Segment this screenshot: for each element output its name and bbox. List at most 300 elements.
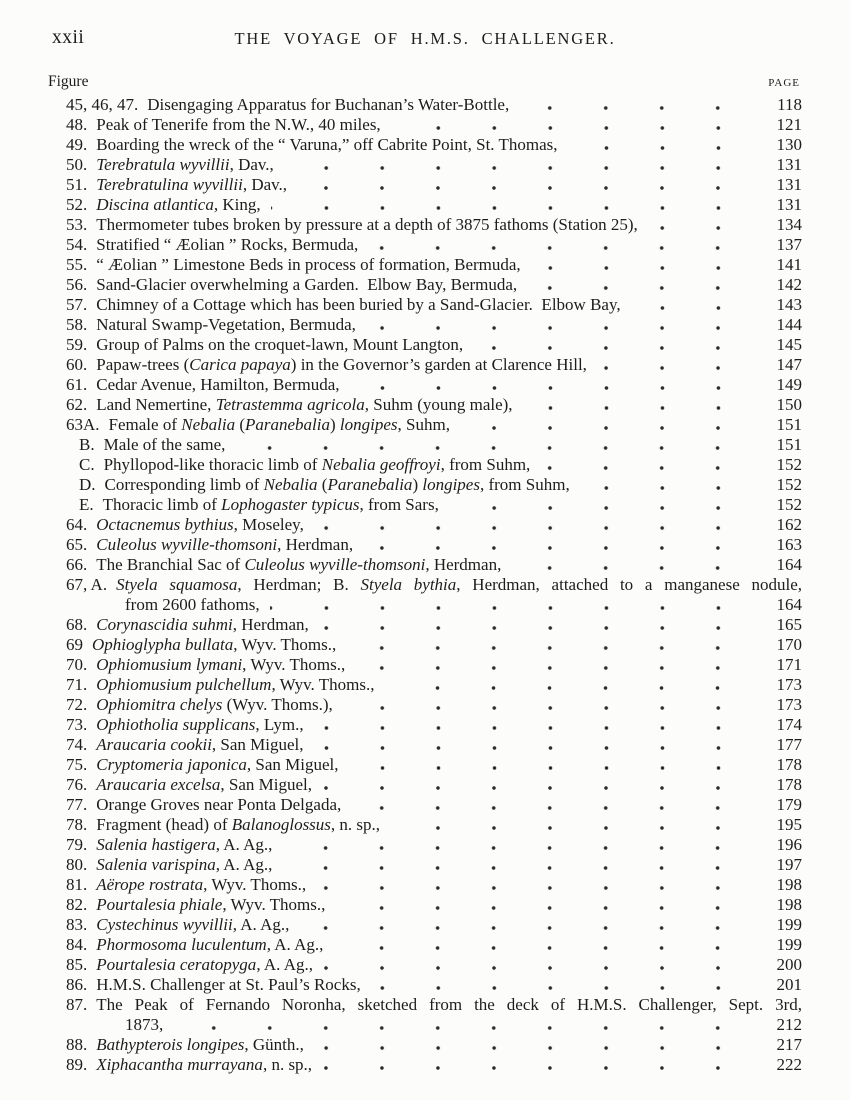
page-number: 147 [776, 355, 802, 374]
caption-segment: Aërope rostrata [96, 875, 204, 894]
caption-segment: , from Suhm, [440, 455, 531, 474]
figure-caption [96, 275, 517, 295]
dot-leader [580, 486, 746, 490]
dot-leader [346, 646, 746, 650]
caption-segment: Terebratula wyvillii [96, 155, 230, 174]
dot-leader [473, 346, 746, 350]
figure-number: 61. [66, 375, 88, 394]
figure-number: 83. [66, 915, 88, 934]
page-number: 144 [776, 315, 802, 334]
figure-entry-row [48, 555, 802, 575]
dot-leader [349, 766, 747, 770]
dot-leader [384, 686, 746, 690]
figure-number: 85. [66, 955, 88, 974]
figure-number: 89. [66, 1055, 88, 1074]
caption-segment: , Wyv. Thoms., [233, 635, 337, 654]
figure-caption [96, 995, 802, 1015]
figure-number: 45, 46, 47. [66, 95, 139, 114]
dot-leader [319, 626, 746, 630]
figure-number: 71. [66, 675, 88, 694]
caption-segment: ) [412, 475, 423, 494]
figure-entry-row [48, 295, 802, 315]
page-number: 152 [776, 455, 802, 474]
caption-segment: Papaw-trees ( [96, 355, 190, 374]
caption-segment: Disengaging Apparatus for Buchanan’s Water-Bottle, [147, 95, 510, 114]
figure-entry-row [48, 1035, 802, 1055]
caption-segment: Paranebalia [245, 415, 330, 434]
caption-segment: , Lym., [255, 715, 304, 734]
figure-caption [96, 195, 260, 215]
figure-number: 52. [66, 195, 88, 214]
caption-segment: Styela squamosa [116, 575, 238, 594]
figure-caption [96, 1055, 312, 1075]
figure-entry-row [48, 95, 802, 115]
caption-segment: Female of [108, 415, 182, 434]
figure-number: 62. [66, 395, 88, 414]
dot-leader [314, 1046, 746, 1050]
caption-segment: Pourtalesia phiale [96, 895, 223, 914]
figure-entry-row [48, 335, 802, 355]
figure-entry-row [48, 615, 802, 635]
caption-segment: Land Nemertine, [96, 395, 216, 414]
page-number: 217 [776, 1035, 802, 1054]
page-number: 171 [776, 655, 802, 674]
figure-caption [104, 455, 531, 475]
dot-leader [368, 246, 746, 250]
figure-caption [96, 895, 325, 915]
dot-leader [460, 426, 746, 430]
figure-number: 64. [66, 515, 88, 534]
figure-number: C. [79, 455, 95, 474]
caption-segment: , Wyv. Thoms., [271, 675, 375, 694]
caption-segment: Orange Groves near Ponta Delgada, [96, 795, 342, 814]
figure-caption [96, 355, 587, 375]
page-number: 177 [776, 735, 802, 754]
caption-segment: , Herdman; B. [237, 575, 361, 594]
figure-number: 72. [66, 695, 88, 714]
caption-segment: , Herdman, attached to a manganese nodule, [456, 575, 803, 594]
caption-segment: , from Suhm, [479, 475, 570, 494]
caption-segment: Paranebalia [327, 475, 413, 494]
page-number: 150 [776, 395, 802, 414]
figure-caption [96, 935, 323, 955]
caption-segment: Tetrastemma agricola [215, 395, 365, 414]
caption-segment: Lophogaster typicus [221, 495, 360, 514]
dot-leader [322, 1066, 746, 1070]
caption-segment: Nebalia [263, 475, 318, 494]
dot-leader [355, 666, 746, 670]
figure-number: 50. [66, 155, 88, 174]
page-number: 173 [776, 695, 802, 714]
figure-caption [103, 495, 439, 515]
caption-segment: Carica papaya [189, 355, 291, 374]
caption-segment: , A. Ag., [215, 855, 273, 874]
dot-leader [351, 806, 746, 810]
figure-caption [96, 235, 358, 255]
figure-number: 82. [66, 895, 88, 914]
caption-segment: , Suhm, [397, 415, 450, 434]
page-number: 131 [776, 175, 802, 194]
figure-number: E. [79, 495, 94, 514]
caption-segment: Salenia hastigera [96, 835, 216, 854]
caption-segment: H.M.S. Challenger at St. Paul’s Rocks, [96, 975, 361, 994]
caption-segment: Pourtalesia ceratopyga [96, 955, 257, 974]
caption-segment: Peak of Tenerife from the N.W., 40 miles, [96, 115, 381, 134]
figure-entry-row [48, 895, 802, 915]
caption-segment: Ophioglypha bullata [92, 635, 234, 654]
page-number: 197 [776, 855, 802, 874]
dot-leader [282, 866, 746, 870]
figure-entry-row [48, 155, 802, 175]
dot-leader [333, 946, 746, 950]
caption-segment: from 2600 fathoms, [125, 595, 260, 614]
figure-entry-row [48, 755, 802, 775]
caption-segment: Stratified “ Æolian ” Rocks, Bermuda, [96, 235, 359, 254]
dot-leader [366, 326, 746, 330]
caption-segment: Phormosoma luculentum [96, 935, 267, 954]
caption-segment: ( [317, 475, 328, 494]
figure-entry-row [48, 815, 802, 835]
figure-caption [96, 855, 272, 875]
dot-leader [343, 706, 746, 710]
column-headers [48, 72, 802, 93]
figure-caption [96, 395, 512, 415]
page-number: 118 [777, 95, 802, 114]
figure-caption [109, 415, 450, 435]
caption-segment: , King, [213, 195, 261, 214]
dot-leader [270, 606, 746, 610]
page-number: 173 [776, 675, 802, 694]
figure-number: 77. [66, 795, 88, 814]
page-number: 178 [776, 755, 802, 774]
figure-caption [96, 915, 289, 935]
figure-entry-row [48, 995, 802, 1015]
figure-entry-row [48, 695, 802, 715]
dot-leader [540, 466, 746, 470]
figure-caption [96, 115, 380, 135]
figure-caption [96, 535, 353, 555]
figure-caption [96, 175, 287, 195]
caption-segment: , n. sp., [262, 1055, 313, 1074]
caption-segment: Styela bythia [360, 575, 457, 594]
figure-caption [96, 955, 313, 975]
figure-entry-row [48, 955, 802, 975]
figure-entry-row [48, 835, 802, 855]
page-number: 143 [776, 295, 802, 314]
caption-segment: Nebalia geoffroyi [321, 455, 441, 474]
figure-caption [96, 295, 620, 315]
caption-segment: Balanoglossus [231, 815, 331, 834]
figure-number: 59. [66, 335, 88, 354]
caption-segment: Sand-Glacier overwhelming a Garden. Elbow Bay, Bermuda, [96, 275, 518, 294]
caption-segment: , Günth., [244, 1035, 304, 1054]
figure-entry-row [48, 975, 802, 995]
caption-segment: Ophiomusium pulchellum [96, 675, 272, 694]
figure-number: 74. [66, 735, 88, 754]
figure-caption [96, 695, 333, 715]
caption-segment: Xiphacantha murrayana [96, 1055, 263, 1074]
figure-caption [96, 835, 272, 855]
figure-entry-row [48, 235, 802, 255]
page-number: 121 [776, 115, 802, 134]
caption-segment: , A. Ag., [232, 915, 290, 934]
caption-segment: Ophiotholia supplicans [96, 715, 256, 734]
figure-entry-row [48, 795, 802, 815]
figure-entry-row [48, 275, 802, 295]
figure-caption [96, 375, 339, 395]
figure-entry-row [48, 635, 802, 655]
dot-leader [271, 206, 746, 210]
page-number: 201 [776, 975, 802, 994]
page-number: 178 [776, 775, 802, 794]
figure-caption [96, 615, 309, 635]
caption-segment: Cystechinus wyvillii [96, 915, 233, 934]
page-number: 130 [776, 135, 802, 154]
page-number: 198 [776, 895, 802, 914]
page-number: 163 [776, 535, 802, 554]
page-number: 164 [776, 555, 802, 574]
caption-segment: , Wyv. Thoms., [242, 655, 346, 674]
dot-leader [391, 126, 746, 130]
caption-segment: , San Miguel, [220, 775, 313, 794]
dot-leader [371, 986, 746, 990]
caption-segment: Male of the same, [103, 435, 226, 454]
caption-segment: , Moseley, [233, 515, 304, 534]
figure-caption [96, 815, 380, 835]
figure-number: 84. [66, 935, 88, 954]
figure-entry-row [48, 395, 802, 415]
caption-segment: , Herdman, [277, 535, 354, 554]
figure-entry-row [48, 375, 802, 395]
figure-caption [105, 475, 570, 495]
figure-entry-row [48, 595, 802, 615]
figure-entry-row [48, 935, 802, 955]
figure-caption [96, 135, 557, 155]
figure-number: 58. [66, 315, 88, 334]
caption-segment: , A. Ag., [256, 955, 313, 974]
figure-caption [96, 655, 345, 675]
figure-caption [96, 735, 303, 755]
figure-entry-row [48, 915, 802, 935]
caption-segment: , A. Ag., [266, 935, 324, 954]
page-number: 196 [776, 835, 802, 854]
figure-caption [125, 595, 260, 615]
dot-leader [284, 166, 746, 170]
page-number: 200 [776, 955, 802, 974]
page-number: 179 [776, 795, 802, 814]
running-title: THE VOYAGE OF H.M.S. CHALLENGER. [234, 29, 616, 48]
figure-entry-row [48, 1015, 802, 1035]
caption-segment: , Wyv. Thoms., [222, 895, 326, 914]
page-number: 199 [776, 915, 802, 934]
caption-segment: Corresponding limb of [104, 475, 264, 494]
caption-segment: , n. sp., [330, 815, 381, 834]
figure-entry-row [48, 715, 802, 735]
caption-segment: 1873, [125, 1015, 164, 1034]
figure-number: 65. [66, 535, 88, 554]
caption-segment: Discina atlantica [96, 195, 214, 214]
figure-number: 68. [66, 615, 88, 634]
figure-entry-row [48, 495, 802, 515]
page-number: 131 [776, 155, 802, 174]
figure-entry-row [48, 435, 802, 455]
caption-segment: The Peak of Fernando Noronha, sketched from the deck of H.M.S. Challenger, Sept. 3rd, [96, 995, 802, 1014]
caption-segment: , Wyv. Thoms., [203, 875, 307, 894]
dot-leader [350, 386, 746, 390]
page-number: 152 [776, 495, 802, 514]
page-number: 131 [776, 195, 802, 214]
page-number: 199 [776, 935, 802, 954]
page-number: 151 [776, 435, 802, 454]
figure-caption [96, 215, 638, 235]
figure-number: 81. [66, 875, 88, 894]
figure-entry-row [48, 415, 802, 435]
figure-entry-row [48, 515, 802, 535]
page-number: 141 [776, 255, 802, 274]
caption-segment: , Herdman, [232, 615, 309, 634]
dot-leader [523, 406, 746, 410]
figure-caption [92, 635, 336, 655]
caption-segment: longipes [422, 475, 480, 494]
caption-segment: Araucaria cookii [96, 735, 212, 754]
figure-number: 80. [66, 855, 88, 874]
page-column-header: PAGE [768, 77, 800, 89]
figure-caption [96, 775, 312, 795]
figure-caption [96, 715, 303, 735]
figure-number: 63A. [66, 415, 100, 434]
figure-number: 86. [66, 975, 88, 994]
dot-leader [282, 846, 746, 850]
page-number: 164 [776, 595, 802, 614]
caption-segment: Group of Palms on the croquet-lawn, Mount Langton, [96, 335, 464, 354]
dot-leader [519, 106, 746, 110]
figure-column-header: Figure [48, 73, 89, 90]
caption-segment: Phyllopod-like thoracic limb of [103, 455, 322, 474]
figure-entry-row [48, 355, 802, 375]
dot-leader [173, 1026, 746, 1030]
figure-entry-row [48, 735, 802, 755]
figure-entry-row [48, 135, 802, 155]
figure-entry-row [48, 1055, 802, 1075]
figure-entry-row [48, 775, 802, 795]
page-number: 137 [776, 235, 802, 254]
caption-segment: (Wyv. Thoms.), [222, 695, 333, 714]
caption-segment: Terebratulina wyvillii [96, 175, 243, 194]
figure-caption [96, 315, 356, 335]
figure-caption [96, 875, 306, 895]
figure-entry-row [48, 475, 802, 495]
page-folio: xxii [52, 27, 85, 48]
figure-caption [96, 755, 338, 775]
dot-leader [314, 746, 746, 750]
figure-number: 88. [66, 1035, 88, 1054]
list-of-figures [48, 95, 802, 1075]
dot-leader [597, 366, 746, 370]
caption-segment: The Branchial Sac of [96, 555, 245, 574]
figure-caption [96, 795, 341, 815]
figure-number: 79. [66, 835, 88, 854]
dot-leader [235, 446, 746, 450]
figure-number: 75. [66, 755, 88, 774]
figure-number: 54. [66, 235, 88, 254]
figure-number: 66. [66, 555, 88, 574]
caption-segment: Cedar Avenue, Hamilton, Bermuda, [96, 375, 340, 394]
figure-entry-row [48, 875, 802, 895]
caption-segment: Chimney of a Cottage which has been buried by a Sand-Glacier. Elbow Bay, [96, 295, 621, 314]
figure-number: D. [79, 475, 96, 494]
dot-leader [322, 786, 746, 790]
figure-entry-row [48, 195, 802, 215]
caption-segment: “ Æolian ” Limestone Beds in process of formation, Bermuda, [96, 255, 521, 274]
caption-segment: Corynascidia suhmi [96, 615, 233, 634]
caption-segment: Nebalia [181, 415, 236, 434]
page-number: 162 [776, 515, 802, 534]
dot-leader [363, 546, 746, 550]
dot-leader [335, 906, 746, 910]
caption-segment: ) in the Governor’s garden at Clarence Hill, [290, 355, 587, 374]
figure-caption [96, 975, 360, 995]
caption-segment: Culeolus wyville-thomsoni [244, 555, 426, 574]
caption-segment: Salenia varispina [96, 855, 216, 874]
figure-entry-row [48, 575, 802, 595]
dot-leader [299, 926, 746, 930]
dot-leader [316, 886, 746, 890]
page-number: 212 [776, 1015, 802, 1034]
caption-segment: Araucaria excelsa [96, 775, 221, 794]
figure-number: 78. [66, 815, 88, 834]
figure-entry-row [48, 215, 802, 235]
figure-caption [147, 95, 509, 115]
caption-segment: Octacnemus bythius [96, 515, 234, 534]
caption-segment: longipes [339, 415, 398, 434]
page-number: 151 [776, 415, 802, 434]
caption-segment: Thoracic limb of [102, 495, 222, 514]
page-number: 145 [776, 335, 802, 354]
figure-number: 69 [66, 635, 83, 654]
caption-segment: Fragment (head) of [96, 815, 232, 834]
dot-leader [568, 146, 746, 150]
page-number: 165 [776, 615, 802, 634]
figure-caption [116, 575, 802, 595]
caption-segment: Boarding the wreck of the “ Varuna,” off Cabrite Point, St. Thomas, [96, 135, 558, 154]
dot-leader [390, 826, 746, 830]
figure-entry-row [48, 855, 802, 875]
figure-caption [96, 515, 304, 535]
figure-number: 55. [66, 255, 88, 274]
figure-caption [96, 555, 501, 575]
caption-segment: ( [235, 415, 245, 434]
caption-segment: ) [330, 415, 340, 434]
figure-entry-row [48, 255, 802, 275]
caption-segment: Ophiomitra chelys [96, 695, 223, 714]
figure-number: 49. [66, 135, 88, 154]
page-number: 222 [776, 1055, 802, 1074]
page-number: 170 [776, 635, 802, 654]
figure-entry-row [48, 175, 802, 195]
page-number: 142 [776, 275, 802, 294]
figure-number: 48. [66, 115, 88, 134]
page-number: 134 [776, 215, 802, 234]
running-head [48, 26, 802, 52]
caption-segment: Culeolus wyville-thomsoni [96, 535, 278, 554]
figure-entry-row [48, 455, 802, 475]
figure-number: 67, A. [66, 575, 108, 594]
caption-segment: , from Sars, [359, 495, 439, 514]
dot-leader [648, 226, 746, 230]
figure-caption [96, 155, 274, 175]
caption-segment: , Suhm (young male), [364, 395, 513, 414]
caption-segment: , A. Ag., [215, 835, 273, 854]
